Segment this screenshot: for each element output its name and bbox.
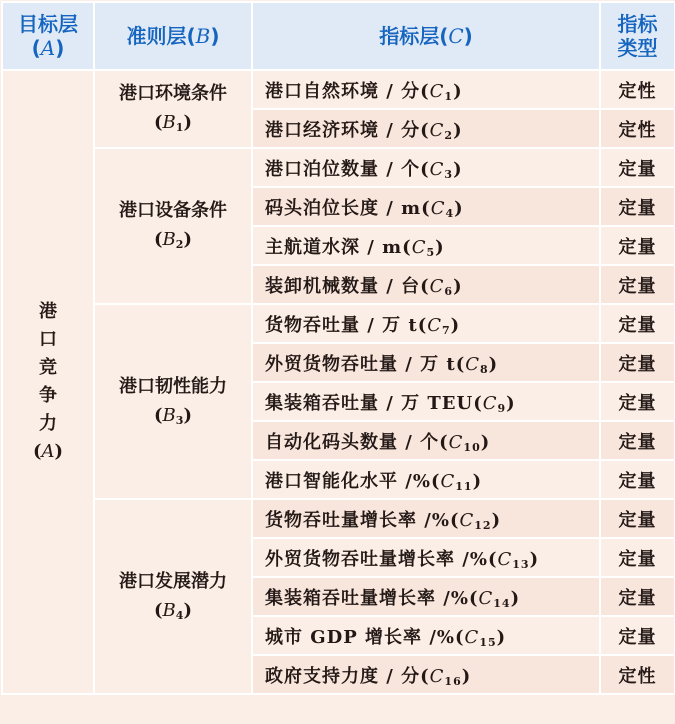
criteria-name: 港口环境条件 — [119, 83, 227, 105]
indicator-name: 装卸机械数量 / 台 — [265, 275, 421, 297]
indicator-type-cell: 定量 — [600, 187, 675, 226]
indicator-cell: 自动化码头数量 / 个$(C_{10})$ — [252, 421, 600, 460]
indicator-code-letter: C — [482, 392, 498, 414]
indicator-code-letter: C — [478, 587, 494, 609]
indicator-code-letter: C — [429, 665, 445, 687]
criteria-cell: 港口韧性能力 $(B_3)$ — [94, 304, 252, 499]
criteria-cell: 港口发展潜力 $(B_4)$ — [94, 499, 252, 694]
indicator-type-cell: 定性 — [600, 655, 675, 694]
indicator-name: 城市 GDP 增长率 /% — [265, 626, 455, 648]
goal-char: 力 — [39, 412, 57, 434]
criteria-name: 港口设备条件 — [119, 200, 227, 222]
indicator-code-number: 15 — [479, 635, 497, 649]
table-row — [2, 148, 675, 187]
indicator-name: 货物吞吐量 / 万 t — [265, 314, 418, 336]
criteria-code-letter: B — [162, 112, 176, 133]
indicator-type-cell: 定量 — [600, 148, 675, 187]
indicator-type-cell: 定量 — [600, 265, 675, 304]
criteria-code-letter: B — [162, 229, 176, 250]
indicator-type-cell: 定量 — [600, 499, 675, 538]
table-row — [2, 70, 675, 109]
indicator-code-number: 2 — [444, 128, 454, 142]
header-goal-code: A — [40, 36, 56, 60]
goal-cell — [2, 70, 94, 694]
indicator-code-number: 11 — [455, 479, 473, 493]
indicator-type-cell: 定量 — [600, 538, 675, 577]
indicator-code-letter: C — [465, 353, 481, 375]
indicator-code-number: 1 — [444, 89, 454, 103]
indicator-code-number: 16 — [444, 674, 462, 688]
indicator-code-number: 8 — [480, 362, 489, 376]
indicator-name: 港口智能化水平 /% — [265, 470, 431, 492]
indicator-cell: 货物吞吐量增长率 $/\%(C_{12})$ — [252, 499, 600, 538]
indicator-type-cell: 定量 — [600, 460, 675, 499]
goal-code-line: (A) — [32, 440, 64, 462]
criteria-code-number: 3 — [175, 413, 184, 427]
criteria-name: 港口发展潜力 — [119, 570, 227, 592]
header-criteria-code: B — [195, 24, 211, 48]
indicator-code-letter: C — [440, 470, 456, 492]
goal-char: 口 — [39, 329, 57, 351]
indicator-type-cell: 定量 — [600, 616, 675, 655]
indicator-type-cell: 定量 — [600, 577, 675, 616]
header-goal-label: 目标层 — [18, 12, 78, 36]
indicator-name: 港口自然环境 / 分 — [265, 80, 421, 102]
indicator-code-number: 6 — [444, 284, 454, 298]
criteria-code-letter: B — [162, 599, 176, 621]
header-indicator-label: 指标层 — [379, 24, 440, 48]
indicator-type-cell: 定量 — [600, 304, 675, 343]
indicator-name: 港口泊位数量 / 个 — [265, 158, 421, 180]
indicator-system-table — [1, 1, 675, 695]
indicator-type-cell: 定性 — [600, 70, 675, 109]
goal-char: 争 — [39, 385, 57, 406]
indicator-code-letter: C — [427, 314, 443, 336]
indicator-code-letter: C — [430, 197, 446, 219]
indicator-code-number: 14 — [493, 596, 511, 610]
indicator-code-number: 13 — [512, 557, 530, 571]
indicator-name: 外贸货物吞吐量增长率 /% — [265, 548, 488, 570]
indicator-cell: 主航道水深 / $m(C_5)$ — [252, 226, 600, 265]
indicator-cell: 港口自然环境 / 分$(C_1)$ — [252, 70, 600, 109]
indicator-name: 集装箱吞吐量增长率 /% — [265, 587, 469, 609]
table-row — [2, 499, 675, 538]
indicator-code-letter: C — [429, 275, 445, 297]
criteria-code-number: 2 — [175, 238, 184, 251]
indicator-type-cell: 定量 — [600, 421, 675, 460]
indicator-code-number: 12 — [474, 518, 492, 532]
indicator-cell: 港口泊位数量 / 个$(C_3)$ — [252, 148, 600, 187]
goal-char: 港 — [39, 301, 57, 323]
indicator-code-number: 4 — [445, 206, 455, 220]
indicator-code-number: 5 — [426, 245, 436, 259]
indicator-code-letter: C — [429, 119, 445, 141]
indicator-code-letter: C — [464, 626, 480, 648]
indicator-cell: 政府支持力度 / 分$(C_{16})$ — [252, 655, 600, 694]
indicator-code-letter: C — [411, 236, 427, 258]
goal-char: 竞 — [39, 357, 57, 379]
header-type-line2: 类型 — [617, 36, 658, 60]
indicator-cell: 货物吞吐量 / 万 $t(C_7)$ — [252, 304, 600, 343]
indicator-cell: 码头泊位长度 / $m(C_4)$ — [252, 187, 600, 226]
indicator-code-number: 10 — [463, 440, 481, 454]
indicator-name: 货物吞吐量增长率 /% — [265, 509, 450, 531]
header-criteria-label: 准则层 — [126, 24, 187, 48]
indicator-name: 码头泊位长度 / m — [265, 197, 422, 219]
header-indicator-layer: 指标层(C) — [252, 2, 600, 70]
indicator-cell: 外贸货物吞吐量 / 万 $t(C_8)$ — [252, 343, 600, 382]
indicator-cell: 外贸货物吞吐量增长率 $/\%(C_{13})$ — [252, 538, 600, 577]
indicator-code-letter: C — [429, 80, 445, 102]
header-indicator-type — [600, 2, 675, 70]
header-indicator-code: C — [448, 24, 464, 48]
header-goal-layer: 目标层 (A) — [2, 2, 94, 70]
header-type-line1: 指标 — [617, 12, 658, 36]
criteria-code-letter: B — [162, 404, 176, 426]
table-header-row — [2, 2, 675, 70]
indicator-cell: 城市 GDP 增长率 $/\%(C_{15})$ — [252, 616, 600, 655]
indicator-name: 主航道水深 / m — [265, 236, 403, 258]
indicator-type-cell: 定量 — [600, 226, 675, 265]
indicator-cell: 港口智能化水平 $/\%(C_{11})$ — [252, 460, 600, 499]
indicator-name: 集装箱吞吐量 / 万 TEU — [265, 392, 474, 414]
indicator-name: 外贸货物吞吐量 / 万 t — [265, 353, 456, 375]
indicator-code-letter: C — [429, 158, 445, 180]
indicator-type-cell: 定量 — [600, 382, 675, 421]
indicator-cell: 集装箱吞吐量 / 万 $TEU(C_9)$ — [252, 382, 600, 421]
indicator-code-number: 3 — [444, 167, 454, 181]
indicator-name: 自动化码头数量 / 个 — [265, 431, 440, 453]
criteria-cell: 港口设备条件 $(B_2)$ — [94, 148, 252, 304]
indicator-code-letter: C — [497, 548, 513, 570]
criteria-name: 港口韧性能力 — [119, 375, 227, 397]
indicator-code-number: 7 — [442, 323, 451, 337]
goal-code: A — [41, 440, 55, 462]
criteria-code-number: 1 — [175, 121, 184, 134]
indicator-cell: 集装箱吞吐量增长率 $/\%(C_{14})$ — [252, 577, 600, 616]
criteria-cell: 港口环境条件 $(B_1)$ — [94, 70, 252, 148]
header-criteria-layer: 准则层(B) — [94, 2, 252, 70]
indicator-code-letter: C — [459, 509, 475, 531]
indicator-cell: 装卸机械数量 / 台$(C_6)$ — [252, 265, 600, 304]
indicator-type-cell: 定性 — [600, 109, 675, 148]
indicator-code-letter: C — [448, 431, 464, 453]
indicator-code-number: 9 — [497, 401, 507, 415]
indicator-type-cell: 定量 — [600, 343, 675, 382]
table-row — [2, 304, 675, 343]
indicator-name: 政府支持力度 / 分 — [265, 665, 421, 687]
indicator-name: 港口经济环境 / 分 — [265, 119, 421, 141]
criteria-code-number: 4 — [175, 608, 184, 622]
indicator-cell: 港口经济环境 / 分$(C_2)$ — [252, 109, 600, 148]
